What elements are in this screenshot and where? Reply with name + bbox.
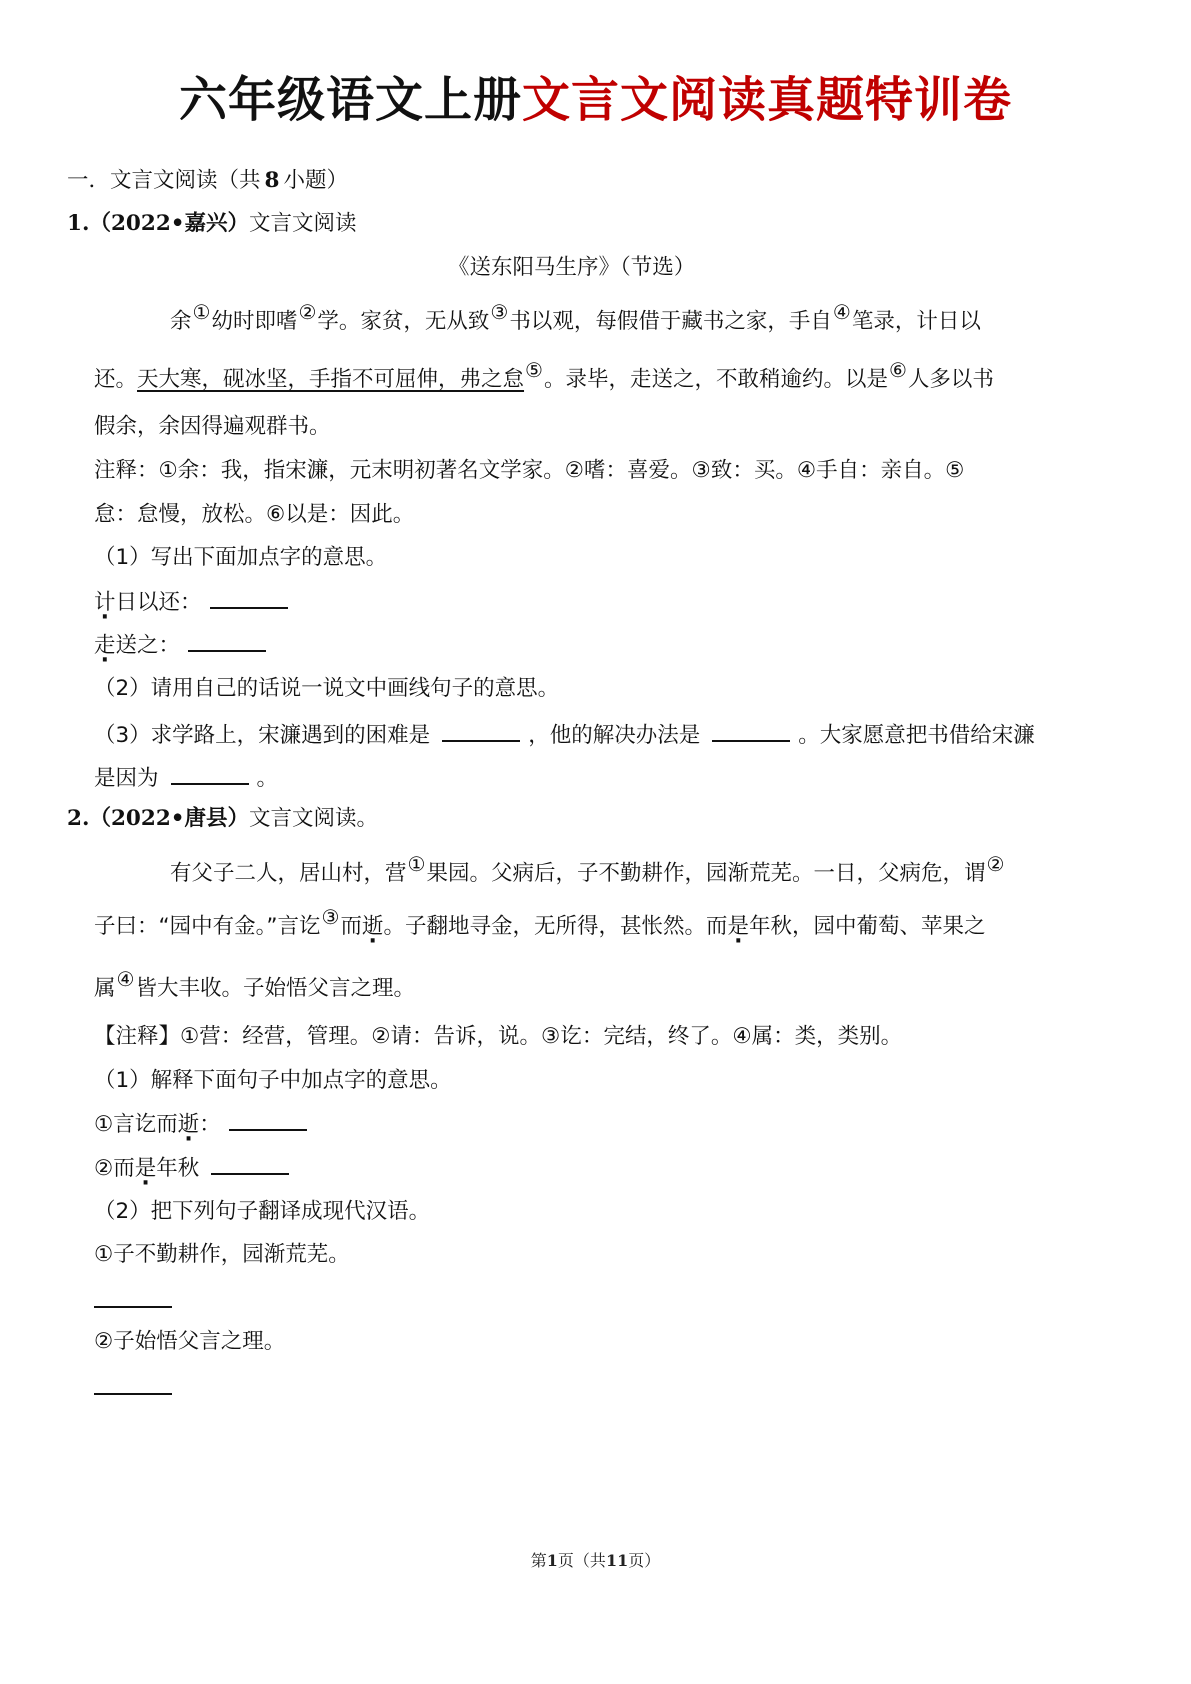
dotted-char: 逝 bbox=[361, 914, 384, 939]
q2-item-2 bbox=[94, 1151, 297, 1184]
section-heading bbox=[67, 166, 348, 196]
q1-subquestion-1: （1）写出下面加点字的意思。 bbox=[94, 545, 388, 570]
q1-passage-line-1 bbox=[170, 300, 981, 337]
q1-passage-line-3: 假余，余因得遍观群书。 bbox=[94, 414, 331, 439]
text: ，他的解决办法是 bbox=[528, 723, 701, 748]
text: 。子翻地寻金，无所得，甚怅然。而 bbox=[383, 914, 728, 939]
text: 幼时即嗜 bbox=[211, 309, 298, 334]
q2-translate-2-answer bbox=[94, 1371, 180, 1404]
q2-passage-line-3 bbox=[94, 967, 415, 1004]
footnote-marker: ⑥ bbox=[888, 358, 907, 382]
q2-translate-1: ①子不勤耕作，园渐荒芜。 bbox=[94, 1242, 350, 1267]
page-total: 11 bbox=[605, 1551, 629, 1570]
q2-heading: 文言文阅读。 bbox=[249, 806, 379, 831]
q1-number: 1.（2022•嘉兴） bbox=[67, 211, 250, 236]
title-part-black: 六年级语文上册 bbox=[178, 72, 522, 128]
text: 。录毕，走送之，不敢稍逾约。以是 bbox=[543, 367, 888, 392]
text: 属 bbox=[94, 976, 116, 1001]
answer-blank[interactable] bbox=[188, 628, 266, 652]
section-suffix: 小题） bbox=[283, 168, 348, 193]
q1-passage-title: 《送东阳马生序》（节选） bbox=[448, 255, 696, 280]
answer-blank[interactable] bbox=[211, 1151, 289, 1175]
page-footer bbox=[0, 1548, 1191, 1571]
text: 皆大丰收。子始悟父言之理。 bbox=[135, 976, 415, 1001]
text: 而 bbox=[340, 914, 362, 939]
dotted-char: 走 bbox=[94, 633, 116, 658]
text: 人多以书 bbox=[907, 367, 994, 392]
title-part-red: 文言文阅读真题特训卷 bbox=[522, 72, 1013, 128]
text: 页（共 bbox=[557, 1551, 606, 1570]
q1-heading: 文言文阅读 bbox=[249, 211, 357, 236]
q2-subquestion-2: （2）把下列句子翻译成现代汉语。 bbox=[94, 1199, 431, 1224]
section-label: 一．文言文阅读（共 bbox=[67, 168, 261, 193]
q1-header bbox=[67, 209, 357, 239]
text: 果园。父病后，子不勤耕作，园渐荒芜。一日，父病危，谓 bbox=[426, 861, 986, 886]
q2-number: 2.（2022•唐县） bbox=[67, 806, 250, 831]
text: 笔录，计日以 bbox=[851, 309, 981, 334]
text: 有父子二人，居山村，营 bbox=[170, 861, 407, 886]
text: 书以观，每假借于藏书之家，手自 bbox=[509, 309, 832, 334]
q1-subquestion-2: （2）请用自己的话说一说文中画线句子的意思。 bbox=[94, 676, 560, 701]
text: 子曰：“园中有金。”言讫 bbox=[94, 914, 321, 939]
text: （3）求学路上，宋濂遇到的困难是 bbox=[94, 723, 431, 748]
text: 还。 bbox=[94, 367, 138, 392]
text: 送之： bbox=[115, 633, 181, 658]
footnote-marker: ① bbox=[407, 852, 426, 876]
dotted-char: 计 bbox=[94, 590, 116, 615]
footnote-marker: ② bbox=[986, 852, 1005, 876]
q2-passage-line-2 bbox=[94, 905, 986, 942]
underlined-sentence: 天大寒，砚冰坚，手指不可屈伸，弗之怠 bbox=[137, 367, 525, 392]
answer-blank[interactable] bbox=[229, 1107, 307, 1131]
text: ②而 bbox=[94, 1156, 135, 1181]
answer-blank[interactable] bbox=[94, 1284, 172, 1308]
q2-translate-1-answer bbox=[94, 1284, 180, 1317]
footnote-marker: ② bbox=[298, 300, 317, 324]
footnote-marker: ⑤ bbox=[525, 358, 543, 382]
page-number: 1 bbox=[546, 1551, 558, 1570]
answer-blank[interactable] bbox=[442, 718, 520, 742]
text: 日以还： bbox=[115, 590, 202, 615]
text: ： bbox=[199, 1112, 221, 1137]
text: 是因为 bbox=[94, 766, 159, 791]
footnote-marker: ③ bbox=[321, 905, 340, 929]
text: 年秋 bbox=[156, 1156, 200, 1181]
q2-notes: 【注释】①营：经营，管理。②请：告诉，说。③讫：完结，终了。④属：类，类别。 bbox=[94, 1024, 903, 1049]
dotted-char: 逝 bbox=[177, 1112, 200, 1137]
text: 。大家愿意把书借给宋濂 bbox=[798, 723, 1035, 748]
q1-subquestion-3-line-2 bbox=[94, 761, 278, 794]
text: 第 bbox=[530, 1551, 547, 1570]
text: 年秋，园中葡萄、苹果之 bbox=[749, 914, 986, 939]
q1-passage-line-2 bbox=[94, 358, 994, 395]
answer-blank[interactable] bbox=[210, 585, 288, 609]
q1-notes-line-2: 怠：怠慢，放松。⑥以是：因此。 bbox=[94, 502, 415, 527]
text: 页） bbox=[628, 1551, 661, 1570]
page-title bbox=[0, 70, 1191, 130]
q2-subquestion-1: （1）解释下面句子中加点字的意思。 bbox=[94, 1068, 452, 1093]
footnote-marker: ④ bbox=[832, 300, 851, 324]
dotted-char: 是 bbox=[134, 1156, 157, 1181]
text: 余 bbox=[170, 309, 192, 334]
footnote-marker: ① bbox=[192, 300, 211, 324]
q1-subquestion-3 bbox=[94, 718, 1035, 751]
answer-blank[interactable] bbox=[94, 1371, 172, 1395]
q1-item-1 bbox=[94, 585, 296, 618]
q1-item-2 bbox=[94, 628, 274, 661]
q2-header bbox=[67, 804, 378, 834]
q2-translate-2: ②子始悟父言之理。 bbox=[94, 1329, 286, 1354]
section-count: 8 bbox=[264, 168, 280, 193]
text: 学。家贫，无从致 bbox=[317, 309, 490, 334]
q2-passage-line-1 bbox=[170, 852, 1005, 889]
text: 。 bbox=[256, 766, 279, 791]
footnote-marker: ③ bbox=[490, 300, 509, 324]
q2-item-1 bbox=[94, 1107, 315, 1140]
q1-notes-line-1: 注释：①余：我，指宋濂，元末明初著名文学家。②嗜：喜爱。③致：买。④手自：亲自。⑤ bbox=[94, 458, 965, 483]
answer-blank[interactable] bbox=[712, 718, 790, 742]
answer-blank[interactable] bbox=[171, 761, 249, 785]
text: ①言讫而 bbox=[94, 1112, 178, 1137]
footnote-marker: ④ bbox=[116, 967, 135, 991]
dotted-char: 是 bbox=[727, 914, 750, 939]
